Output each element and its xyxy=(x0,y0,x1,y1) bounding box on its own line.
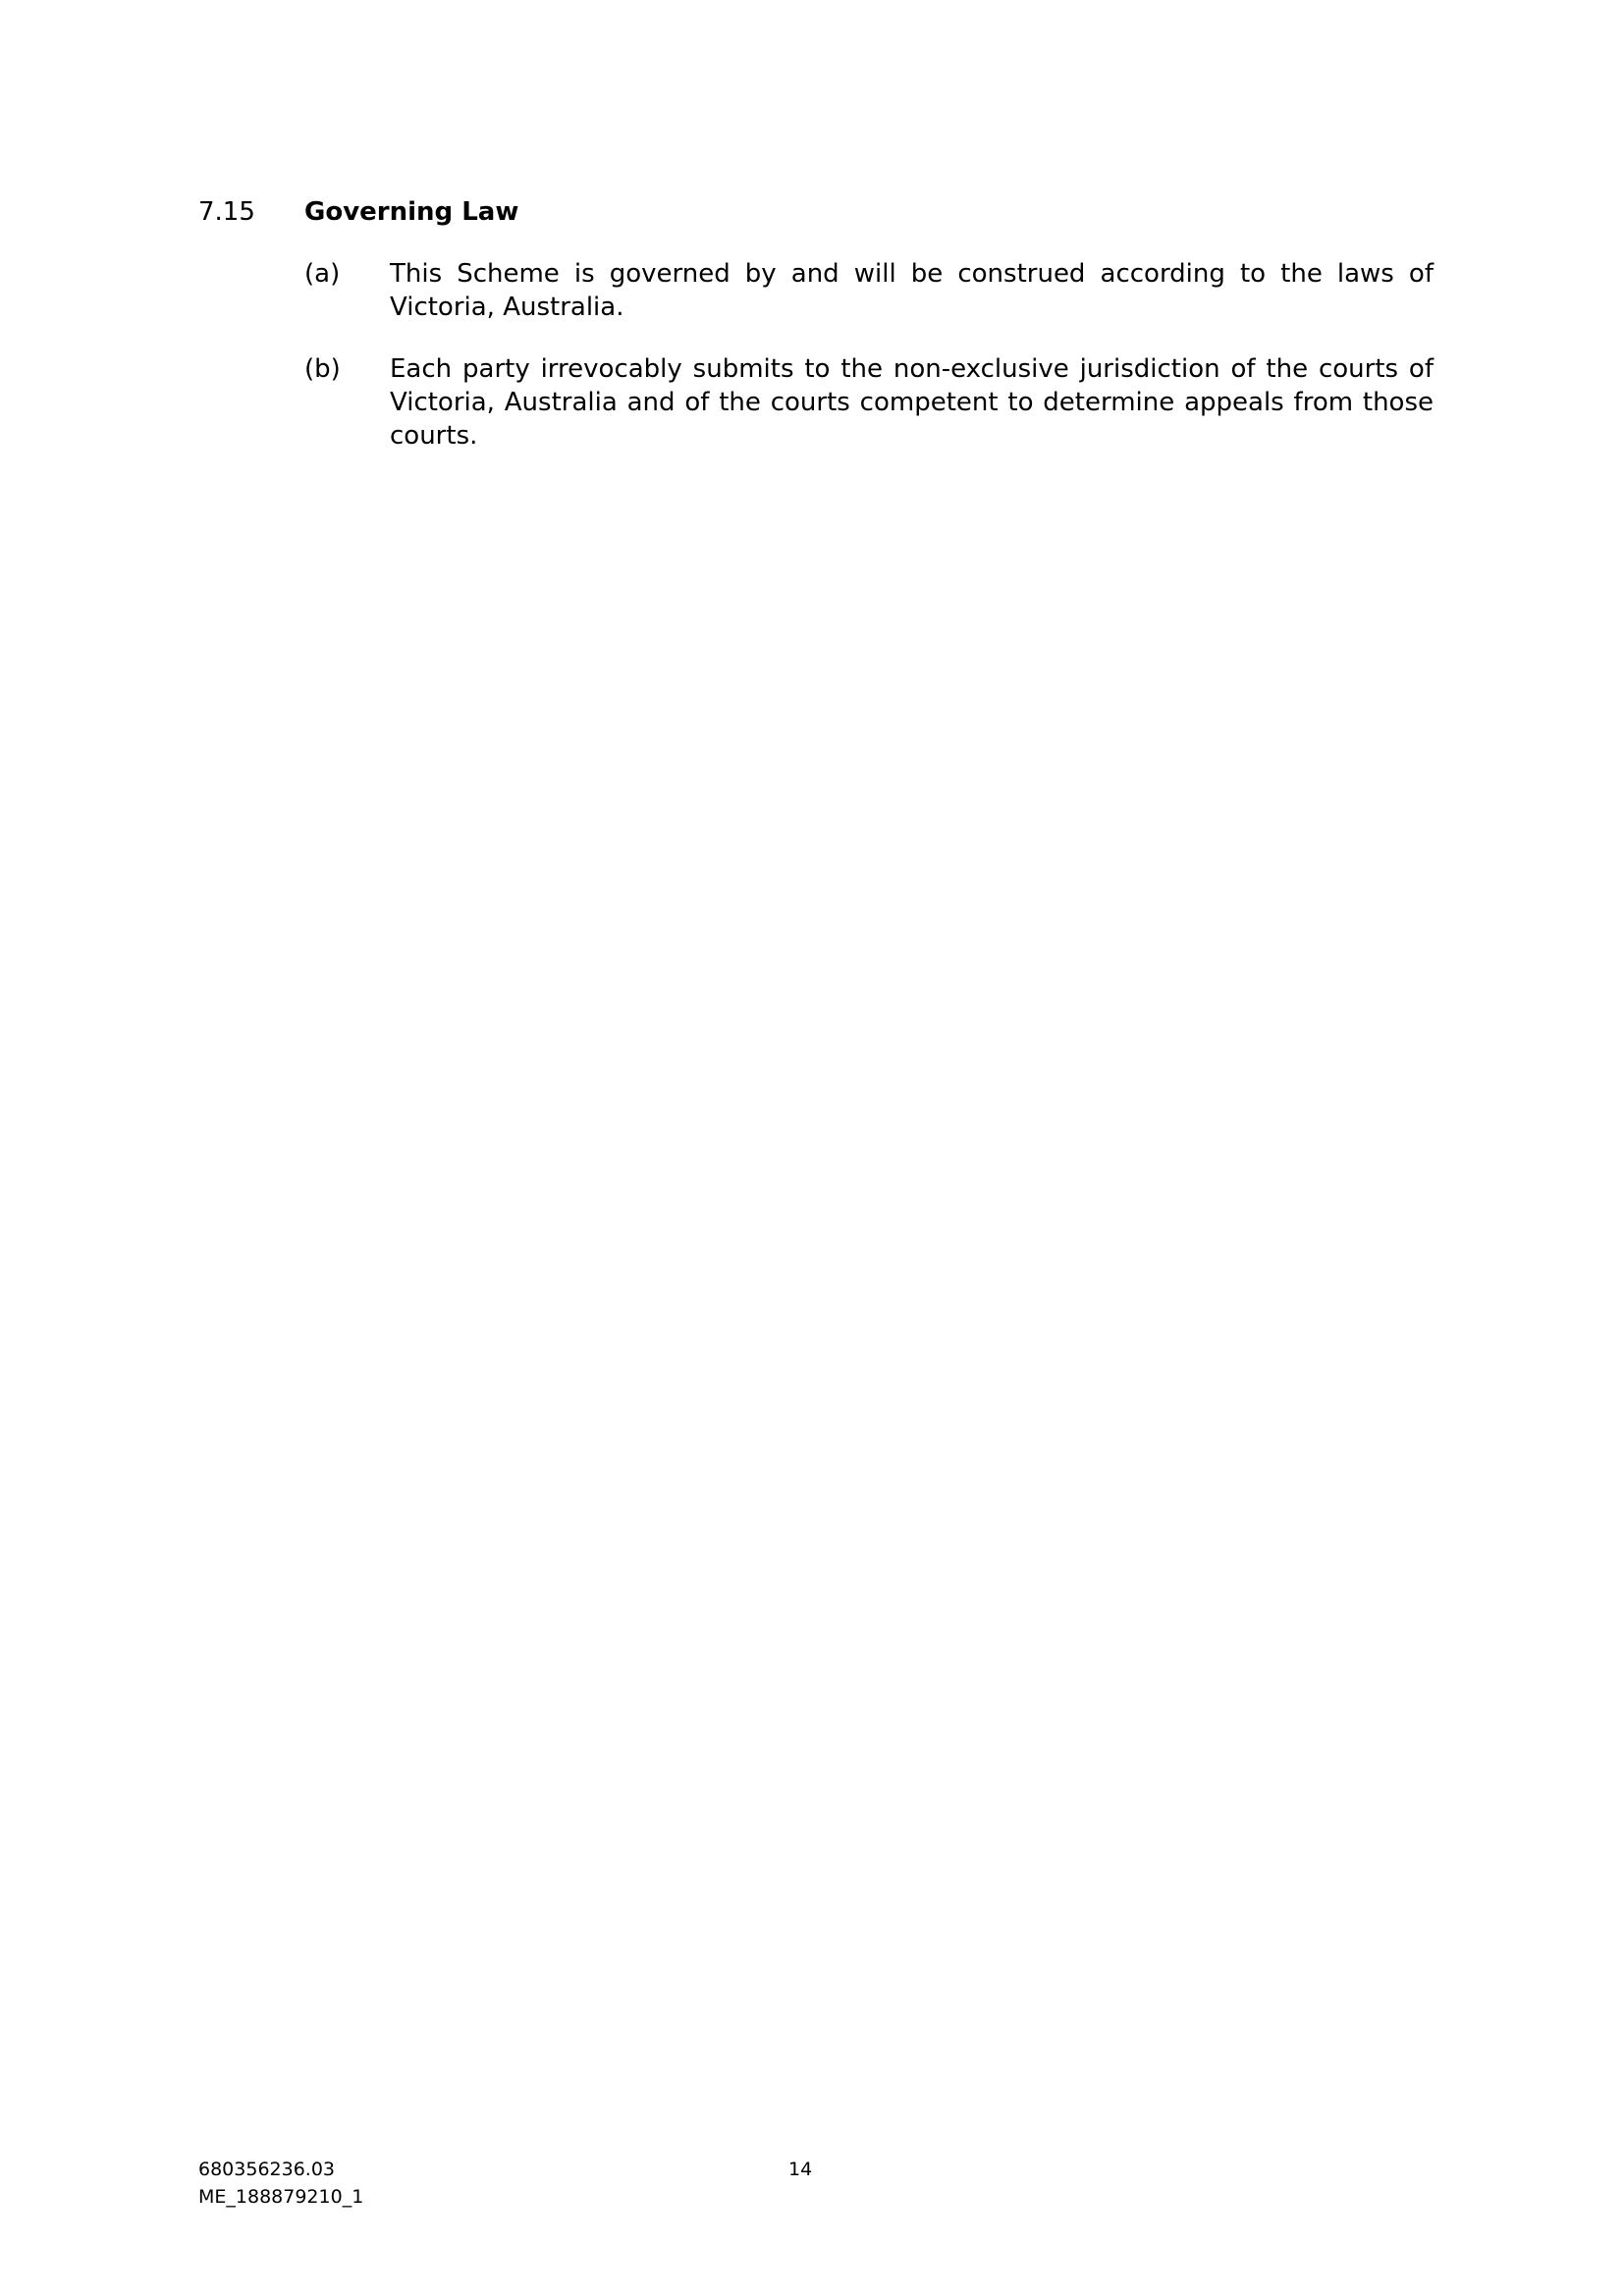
page-number: 14 xyxy=(788,2159,813,2180)
footer-doc-id: 680356236.03 xyxy=(198,2159,336,2180)
clause-text: Each party irrevocably submits to the non-exclusive jurisdiction of the courts of Victoria, Australia and of the courts competent to determine appeals from those courts. xyxy=(390,354,1434,451)
section-title: Governing Law xyxy=(304,197,519,227)
section-number: 7.15 xyxy=(198,197,255,227)
footer-ref-id: ME_188879210_1 xyxy=(198,2186,364,2208)
footer-doc-ids xyxy=(198,2156,363,2211)
clause-label: (a) xyxy=(304,259,341,289)
clause-label: (b) xyxy=(304,354,341,384)
clause-text: This Scheme is governed by and will be construed according to the laws of Victoria, Australia. xyxy=(390,259,1434,322)
